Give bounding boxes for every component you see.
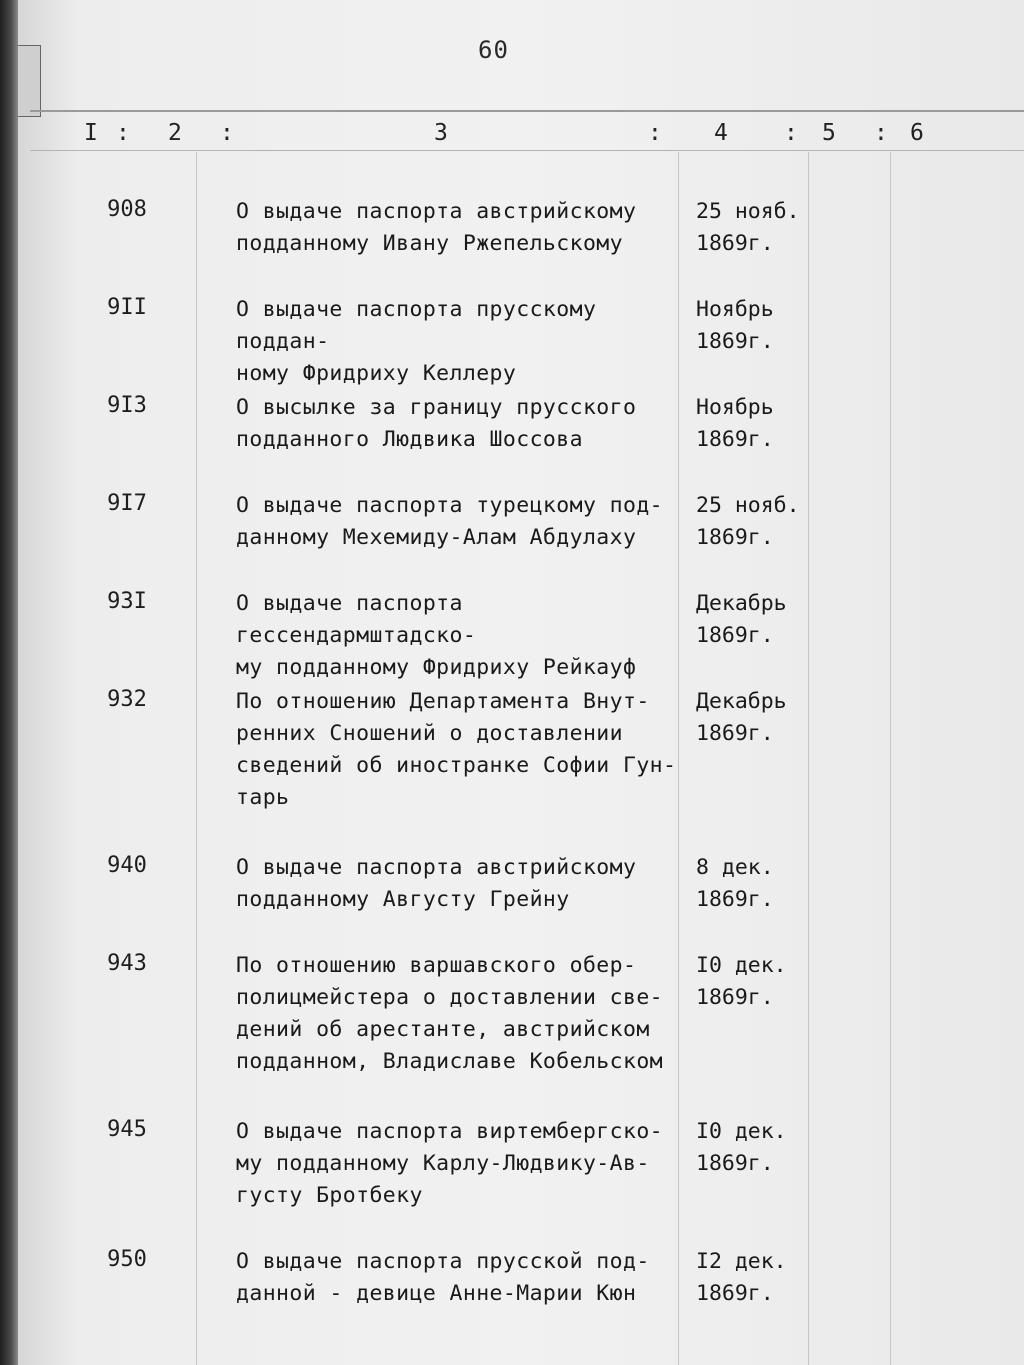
entry-number: 940 (107, 853, 147, 878)
entry-title: О выдаче паспорта виртембергско- му подданному Карлу-Людвику-Ав- густу Бротбеку (236, 1119, 664, 1208)
entry-date: 25 нояб. 1869г. (696, 199, 800, 256)
column-header-2: 2 (168, 120, 182, 146)
entry-date: I2 дек. 1869г. (696, 1249, 787, 1306)
entry-number: 950 (107, 1247, 147, 1272)
entry-title: О выдаче паспорта турецкому под- данному Мехемиду-Алам Абдулаху (236, 493, 664, 550)
header-rule-bottom (30, 150, 1024, 151)
entry-date: Декабрь 1869г. (696, 689, 787, 746)
column-header-3: 3 (434, 120, 448, 146)
entry-date: Ноябрь 1869г. (696, 297, 774, 354)
entry-number: 9I3 (107, 393, 147, 418)
entry-number: 943 (107, 951, 147, 976)
book-binding (0, 0, 18, 1365)
column-separator: : (784, 120, 798, 146)
column-separator: : (648, 120, 662, 146)
column-separator: : (116, 120, 130, 146)
entry-date: Декабрь 1869г. (696, 591, 787, 648)
entry-date: 25 нояб. 1869г. (696, 493, 800, 550)
column-divider (890, 152, 891, 1365)
entry-title: О выдаче паспорта австрийскому подданному Ивану Ржепельскому (236, 199, 637, 256)
entry-number: 908 (107, 197, 147, 222)
entry-number: 9I7 (107, 491, 147, 516)
entry-date: I0 дек. 1869г. (696, 1119, 787, 1176)
column-header-4: 4 (714, 120, 728, 146)
binding-label-tab (18, 45, 41, 117)
entry-title: О высылке за границу прусского подданного Людвика Шоссова (236, 395, 637, 452)
entry-title: О выдаче паспорта австрийскому подданному Августу Грейну (236, 855, 637, 912)
entry-number: 945 (107, 1117, 147, 1142)
page-number: 60 (478, 36, 509, 64)
column-header-5: 5 (822, 120, 836, 146)
entry-title: По отношению варшавского обер- полицмейстера о доставлении све- дений об арестанте, австрийском подданном, Владиславе Кобельском (236, 953, 664, 1074)
entry-date: 8 дек. 1869г. (696, 855, 774, 912)
column-separator: : (874, 120, 888, 146)
document-page (18, 0, 1024, 1365)
entry-title: О выдаче паспорта гессендармштадско- му подданному Фридриху Рейкауф (236, 591, 637, 680)
entry-date: I0 дек. 1869г. (696, 953, 787, 1010)
column-separator: : (220, 120, 234, 146)
entry-date: Ноябрь 1869г. (696, 395, 774, 452)
header-rule-top (30, 110, 1024, 112)
entry-title: По отношению Департамента Внут- ренних Сношений о доставлении сведений об иностранке Софии Гун- тарь (236, 689, 677, 810)
entry-number: 932 (107, 687, 147, 712)
column-header-6: 6 (910, 120, 924, 146)
entry-number: 9II (107, 295, 147, 320)
entry-number: 93I (107, 589, 147, 614)
column-header-1: I (84, 120, 98, 146)
entry-title: О выдаче паспорта прусской под- данной - девице Анне-Марии Кюн (236, 1249, 650, 1306)
entry-title: О выдаче паспорта прусскому поддан- ному Фридриху Келлеру (236, 297, 597, 386)
column-divider (196, 152, 197, 1365)
